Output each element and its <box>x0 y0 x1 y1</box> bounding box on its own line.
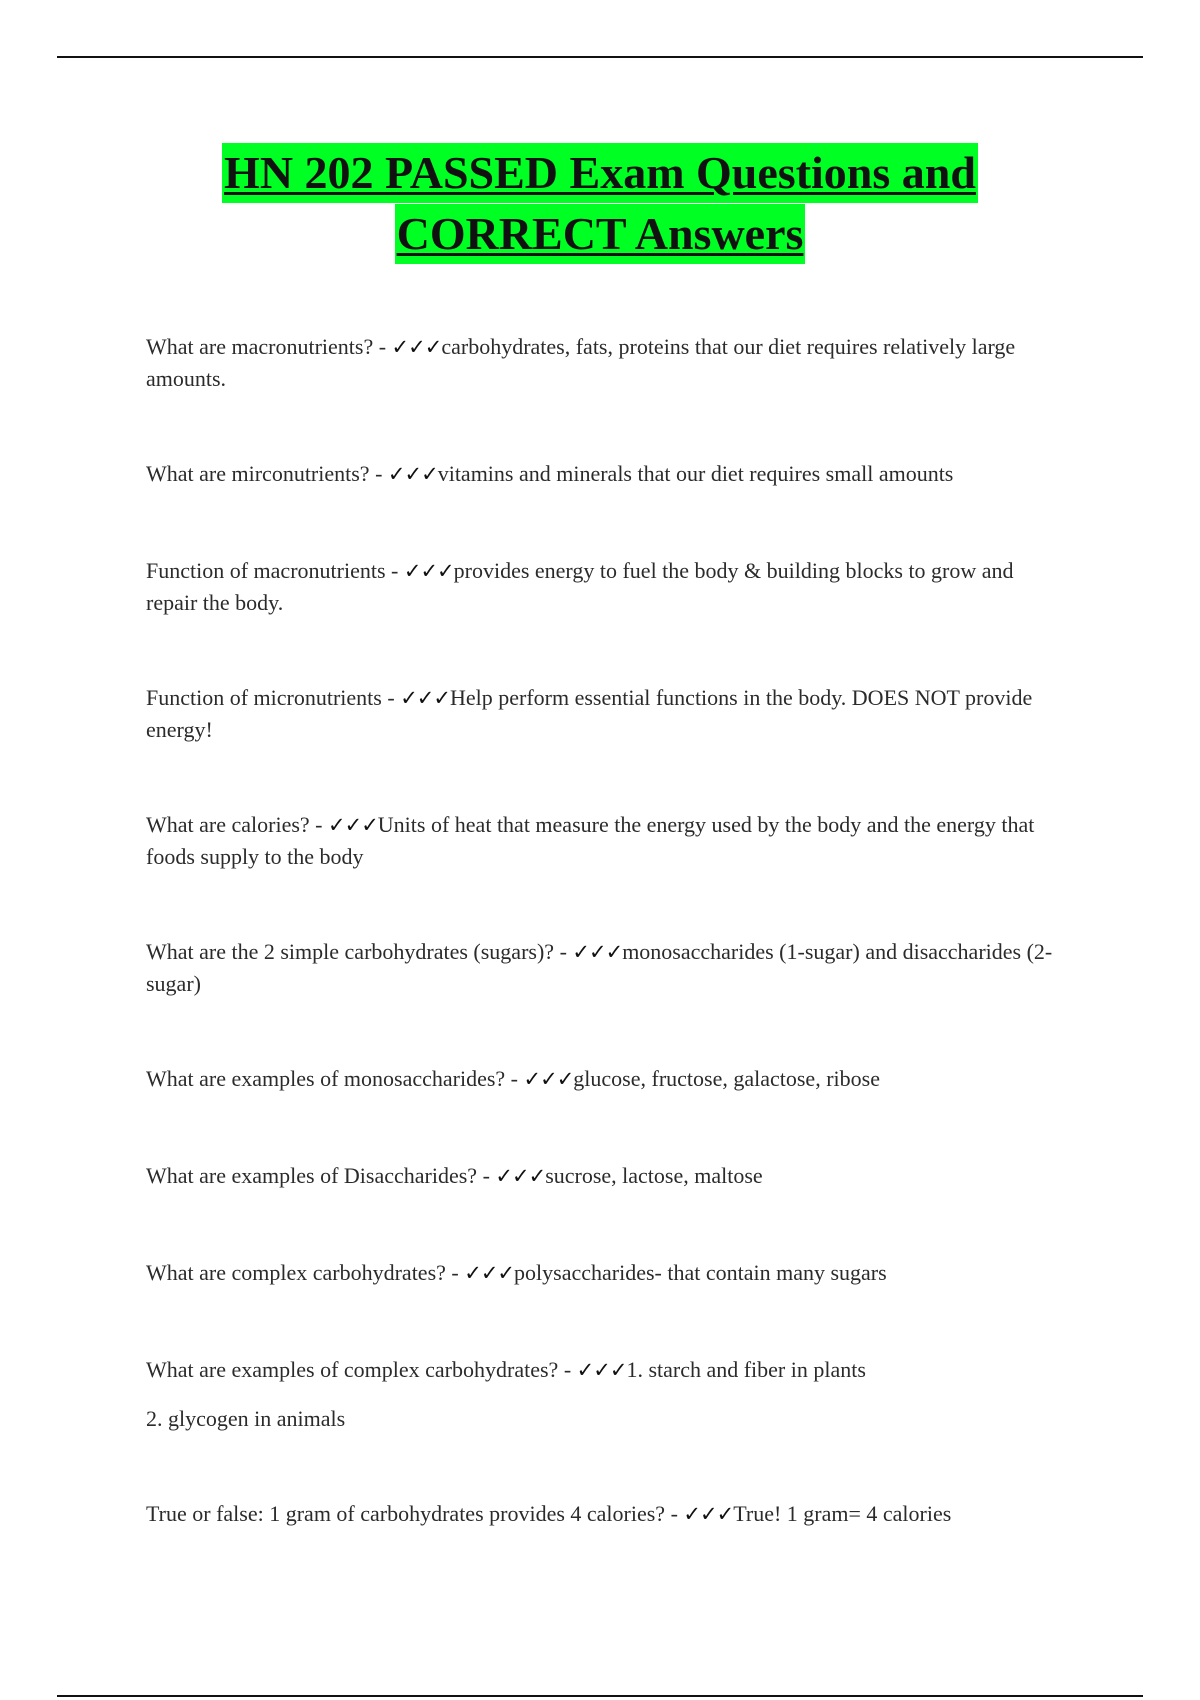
separator: - <box>554 939 573 964</box>
qa-item <box>146 809 1066 872</box>
answer-text: Help perform essential functions in the body. DOES NOT provide energy! <box>146 685 1033 742</box>
check-mark-icon: ✓✓✓ <box>400 686 450 710</box>
separator: - <box>558 1357 577 1382</box>
answer-text: glucose, fructose, galactose, ribose <box>573 1066 880 1091</box>
qa-item <box>146 458 1066 490</box>
separator: - <box>385 558 404 583</box>
check-mark-icon: ✓✓✓ <box>495 1164 546 1188</box>
check-mark-icon: ✓✓✓ <box>403 559 454 583</box>
separator: - <box>369 461 388 486</box>
qa-item <box>146 1160 1066 1192</box>
check-mark-icon: ✓✓✓ <box>328 813 378 837</box>
answer-text: polysaccharides- that contain many sugars <box>514 1260 887 1285</box>
separator: - <box>477 1163 496 1188</box>
answer-text: provides energy to fuel the body & building blocks to grow and repair the body. <box>146 558 1014 615</box>
answer-text: monosaccharides (1-sugar) and disaccharides (2-sugar) <box>146 939 1053 996</box>
answer-text: 1. starch and fiber in plants <box>626 1357 866 1382</box>
qa-item <box>146 1498 1066 1530</box>
check-mark-icon: ✓✓✓ <box>464 1261 515 1285</box>
question-text: What are macronutrients? <box>146 334 374 359</box>
qa-item <box>146 1257 1066 1289</box>
separator: - <box>373 334 392 359</box>
qa-item <box>146 331 1066 394</box>
check-mark-icon: ✓✓✓ <box>683 1502 734 1526</box>
answer-continuation: 2. glycogen in animals <box>146 1406 346 1431</box>
question-text: What are calories? <box>146 812 310 837</box>
qa-item <box>146 936 1066 999</box>
top-rule <box>57 56 1143 58</box>
qa-item <box>146 1354 1066 1434</box>
check-mark-icon: ✓✓✓ <box>387 462 438 486</box>
qa-item <box>146 555 1066 618</box>
check-mark-icon: ✓✓✓ <box>523 1067 574 1091</box>
separator: - <box>445 1260 465 1285</box>
document-title <box>0 143 1200 265</box>
title-line-1: HN 202 PASSED Exam Questions and <box>222 143 978 203</box>
qa-item <box>146 1063 1066 1095</box>
title-line-2: CORRECT Answers <box>395 204 806 264</box>
question-text: Function of macronutrients <box>146 558 386 583</box>
question-text: True or false: 1 gram of carbohydrates provides 4 calories? <box>146 1501 666 1526</box>
answer-text: sucrose, lactose, maltose <box>545 1163 763 1188</box>
answer-text: Units of heat that measure the energy used by the body and the energy that foods supply to the body <box>146 812 1035 869</box>
separator: - <box>381 685 401 710</box>
answer-text: carbohydrates, fats, proteins that our diet requires relatively large amounts. <box>146 334 1016 391</box>
check-mark-icon: ✓✓✓ <box>391 335 442 359</box>
question-text: What are mirconutrients? <box>146 461 370 486</box>
question-text: What are complex carbohydrates? <box>146 1260 446 1285</box>
question-text: Function of micronutrients <box>146 685 382 710</box>
check-mark-icon: ✓✓✓ <box>572 940 623 964</box>
question-text: What are examples of monosaccharides? <box>146 1066 506 1091</box>
bottom-rule <box>57 1695 1143 1697</box>
answer-text: vitamins and minerals that our diet requires small amounts <box>437 461 954 486</box>
separator: - <box>665 1501 684 1526</box>
qa-item <box>146 682 1066 745</box>
question-text: What are examples of complex carbohydrates? <box>146 1357 559 1382</box>
separator: - <box>505 1066 524 1091</box>
question-text: What are examples of Disaccharides? <box>146 1163 478 1188</box>
separator: - <box>309 812 328 837</box>
answer-text: True! 1 gram= 4 calories <box>733 1501 952 1526</box>
check-mark-icon: ✓✓✓ <box>576 1358 627 1382</box>
question-text: What are the 2 simple carbohydrates (sugars)? <box>146 939 555 964</box>
